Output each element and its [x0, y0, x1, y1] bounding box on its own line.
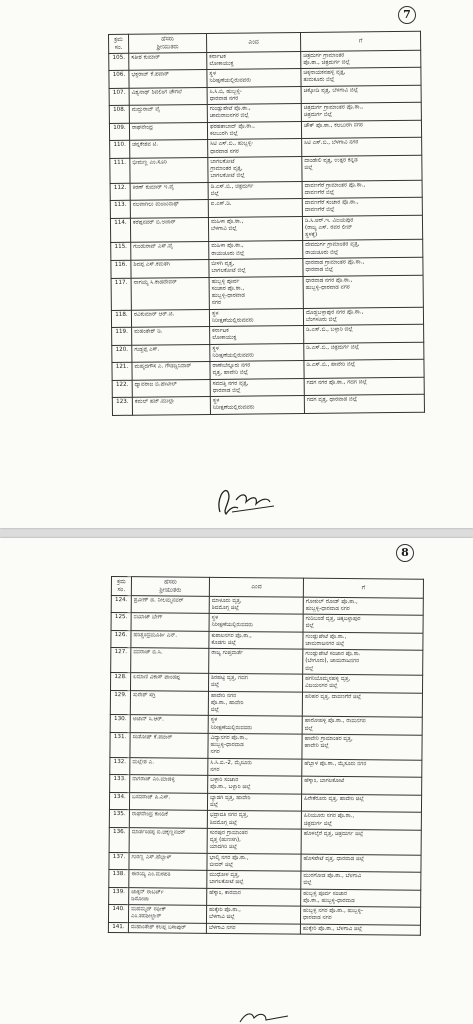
cell-name: ಮಹ್ಮದಗೌಸ ಎ. ಗೌಡದ್ದಿನಿವಾರ್	[132, 362, 210, 380]
cell-to: ದೊಡ್ಡಬಳ್ಳಾಪುರ ನಗರ ಪೊ.ಠಾ., ಬೆಂಗಳೂರು ಜಿಲ್ಲೆ	[303, 307, 423, 326]
cell-name: ಮಲ್ಲೇಶ ಎ.	[130, 757, 208, 775]
cell-to: ಹೆಬ್ಬಾಳ ಪೊ.ಠಾ., ಮೈಸೂರು ನಗರ	[302, 759, 422, 778]
cell-to: ಚಿಕ್ಕನಾಯಕನಹಳ್ಳಿ ವೃತ್ತ, ತುಮಕೂರು ಜಿಲ್ಲೆ	[301, 67, 421, 86]
cell-from: ಬೆಳಗಾವಿ ನಗರ	[206, 923, 300, 934]
header-name: ಹೆಸರು ಶ್ರೀಯುತರು	[129, 33, 207, 52]
cell-serial: 114.	[110, 218, 130, 243]
cell-name: ಮಹಾಂತೇಶ್ ಕಲಪ್ಪ ಬಸಾಪುರ್	[128, 922, 206, 933]
cell-name: ರಾಘವೇಂದ್ರ	[129, 122, 207, 140]
cell-from: ಕರ್ನಾಟಕ ಲೋಕಾಯುಕ್ತ	[207, 51, 301, 70]
cell-serial: 120.	[112, 345, 132, 363]
cell-to: ಡಿ.ಸಿ.ಆರ್.ಇ. ವಿಜಯಪುರ (ರಾಜ್ಯ ಎಸ್. ರವರ ಲೀವ್ ಸ್ಥಳಕ್ಕೆ)	[302, 215, 422, 241]
cell-name: ಭೀಮಣ್ಣ ಎಂ.ಸೂರಿ	[130, 157, 208, 183]
cell-to: ಧಾರವಾಡ ಗ್ರಾಮಾಂತರ ಪೊ.ಠಾ., ಧಾರವಾಡ ಜಿಲ್ಲೆ	[303, 257, 423, 276]
header-from: ಎಂದ	[209, 577, 303, 596]
cell-to: ಚಿತ್ರದುರ್ಗ ಗ್ರಾಮಾಂತರ ಪೊ.ಠಾ., ಚಿತ್ರದುರ್ಗ ಜಿಲ್ಲೆ	[301, 50, 421, 69]
cell-serial: 134.	[109, 792, 129, 810]
cell-serial: 126.	[111, 630, 131, 648]
cell-serial: 137.	[109, 852, 129, 870]
cell-from: ಬಾಗಲಕೋಟೆ ಗ್ರಾಮಾಂತರ ವೃತ್ತ, ಬಾಗಲಕೋಟೆ ಜಿಲ್ಲೆ	[208, 156, 302, 182]
cell-name: ಸುರೇಶ್ ಸಗ್ರಿ	[130, 690, 208, 715]
cell-serial: 130.	[110, 715, 130, 733]
cell-name: ಕಮಲ್ ಹಜ್.ಮುಲ್ಲಾ	[132, 397, 210, 415]
cell-from: ಸ್ಥಳ ನಿರೀಕ್ಷಣೆಯಲ್ಲಿರುವವರು	[208, 716, 302, 734]
cell-to: ಸಿಟಿ ಎಸ್.ಬಿ., ಬೆಳಗಾವಿ ನಗರ	[302, 137, 422, 156]
cell-name: ನಾಗಯ್ಯ ಸಿ.ಕಾಡದೇವರ್	[131, 277, 209, 310]
cell-serial: 129.	[110, 690, 130, 715]
cell-serial: 141.	[108, 922, 128, 932]
cell-to: ಡಿ.ಎಸ್.ಬಿ., ಚಿತ್ರದುರ್ಗ ಜಿಲ್ಲೆ	[304, 342, 424, 361]
cell-from: ಬೀಳಗಿ ವೃತ್ತ, ಬಾಗಲಕೋಟೆ ಜಿಲ್ಲೆ	[209, 258, 303, 277]
cell-name: ವಿಶ್ವನಾಥ್ ಶಿವಲಿಂಗ ಚೌಗಲೆ	[129, 87, 207, 105]
cell-from: ಸ್ಥಳ ನಿರೀಕ್ಷಣೆಯಲ್ಲಿರುವವರು	[209, 308, 303, 327]
cell-to: ಡಿ.ಎಸ್.ಬಿ., ಹಾವೇರಿ ಜಿಲ್ಲೆ	[304, 359, 424, 378]
cell-to: ಗುಂಡ್ಲುಪೇಟೆ ಪೊ.ಠಾ., ಚಾಮರಾಜನಗರ ಜಿಲ್ಲೆ	[303, 632, 423, 651]
cell-serial: 113.	[110, 200, 130, 218]
cell-serial: 118.	[111, 310, 131, 328]
cell-to: ಚೌಕ್ ಪೊ.ಠಾ., ಕಲಬುರಗಿ ನಗರ	[301, 120, 421, 139]
cell-serial: 107.	[109, 88, 129, 106]
cell-from: ಸುರಪುರ ಗ್ರಾಮಾಂತರ ವೃತ್ತ (ಹುಣಸಗಿ), ಯಾದಗಿರಿ ಜಿಲ್ಲೆ	[207, 828, 301, 854]
cell-name: ಬಸವರಾಜ್ ಪಿ.ಎಸ್.	[129, 792, 207, 810]
cell-name: ಸಂತೋಷ್ ಕೆ.ಪವಾರ್	[130, 733, 208, 758]
cell-name: ಹರಿಶ್ಚಂದ್ರಮೂರ್ತಿ ಎನ್.	[131, 630, 209, 648]
cell-serial: 125.	[111, 613, 131, 631]
cell-from: ಹುಕ್ಕೇರಿ ಪೊ.ಠಾ., ಬೆಳಗಾವಿ ಜಿಲ್ಲೆ	[206, 906, 300, 924]
cell-from: ಬ್ಯಾಡಗಿ ವೃತ್ತ, ಹಾವೇರಿ ಜಿಲ್ಲೆ	[207, 793, 301, 811]
cell-name: ಈರಯ್ಯ ಎಂ.ಮಠಪತಿ	[129, 870, 207, 888]
cell-to: ಗದಗ ವೃತ್ತ, ಧಾರವಾಡ ಜಿಲ್ಲೆ	[304, 394, 424, 413]
table-row	[111, 648, 423, 676]
cell-to: ಹಾವೇರಿ ಗ್ರಾಮಾಂತರ ವೃತ್ತ, ಹಾವೇರಿ ಜಿಲ್ಲೆ	[302, 734, 422, 760]
cell-serial: 121.	[112, 362, 132, 380]
cell-to: ಹರಿಹರ ವೃತ್ತ, ದಾವಣಗೆರೆ ಜಿಲ್ಲೆ	[302, 692, 422, 718]
cell-serial: 109.	[109, 123, 129, 141]
cell-from: ಡಿ.ಎಸ್.ಬಿ., ಚಿತ್ರದುರ್ಗ ಜಿಲ್ಲೆ	[208, 181, 302, 200]
cell-from: ಹಾವೇರಿ ನಗರ ಪೊ.ಠಾ., ಹಾವೇರಿ ಜಿಲ್ಲೆ	[208, 691, 302, 717]
cell-from: ಕರ್ನಾಟಕ ಲೋಕಾಯುಕ್ತ	[210, 326, 304, 345]
table-row	[110, 215, 422, 243]
cell-from: ಫರಹತಾಬಾದ್ ಪೊ.ಠಾ., ಕಲಬುರಗಿ ಜಿಲ್ಲೆ	[207, 121, 301, 140]
cell-serial: 111.	[110, 158, 130, 183]
cell-serial: 131.	[110, 732, 130, 757]
cell-from: ವಿದ್ಯಾನಗರ ಪೊ.ಠಾ., ಹುಬ್ಬಳ್ಳಿ-ಧಾರವಾಡ ನಗರ	[208, 733, 302, 759]
cell-to: ದಾವಣಗೆರೆ ಸಂಚಾರ ಪೊ.ಠಾ., ದಾವಣಗೆರೆ ಜಿಲ್ಲೆ	[302, 197, 422, 216]
cell-to: ಧಾರವಾಡ ನಗರ ಪೊ.ಠಾ., ಹುಬ್ಬಳ್ಳಿ-ಧಾರವಾಡ ನಗರ	[303, 275, 423, 308]
cell-from: ಮಹಿಳಾ ಪೊ.ಠಾ., ರಾಯಚೂರು ಜಿಲ್ಲೆ	[209, 241, 303, 260]
cell-to: ಹಿರಿಯೂರು ನಗರ ಪೊ.ಠಾ., ಚಿತ್ರದುರ್ಗ ಜಿಲ್ಲೆ	[301, 811, 421, 830]
cell-to: ಮುರಗೋಡ ಪೊ.ಠಾ., ಬೆಳಗಾವಿ ಜಿಲ್ಲೆ	[301, 871, 421, 890]
cell-from: ಸಿ.ಸಿ.ಬಿ, ಹುಬ್ಬಳ್ಳಿ- ಧಾರವಾಡ ನಗರ	[207, 86, 301, 105]
cell-name: ನಲವಾಗಿಲು ಮಂಜುನಾಥ್	[130, 200, 208, 218]
document-page-2	[0, 538, 473, 1024]
cell-from: ಸವದತ್ತಿ ನಗರ ವೃತ್ತ, ಧಾರವಾಡ ಜಿಲ್ಲೆ	[210, 378, 304, 397]
cell-name: ನಾಗರಾಜ್ ಎಂ.ಮಾಡಳ್ಳಿ	[130, 775, 208, 793]
table-row	[112, 394, 424, 415]
cell-to: ಹಗರಿಬೊಮ್ಮನಹಳ್ಳಿ ವೃತ್ತ, ವಿಜಯನಗರ ಜಿಲ್ಲೆ	[302, 674, 422, 693]
cell-name: ಮದ್ದುರಾಜ್ ವೈ	[129, 105, 207, 123]
header-to: ಗೆ	[300, 31, 420, 51]
cell-name: ಗುಂಡುರಾವ್ ಎಸ್.ವೈ	[131, 242, 209, 260]
table-row	[108, 922, 420, 935]
table-row	[110, 690, 422, 718]
cell-from: ಮುಧೋಳ ವೃತ್ತ, ಬಾಗಲಕೋಟೆ ಜಿಲ್ಲೆ	[207, 870, 301, 888]
table-body	[109, 50, 425, 415]
cell-name: ಚನ್ನಕೇಶವ ಟಿ.	[130, 140, 208, 158]
cell-from: ಮಾಳೂರು ವೃತ್ತ, ಶಿವಮೊಗ್ಗ ಜಿಲ್ಲೆ	[209, 596, 303, 614]
cell-name: ಕಿರಣ್ ಕುಮಾರ್ ಇ.ವೈ	[130, 182, 208, 200]
cell-serial: 108.	[109, 105, 129, 123]
cell-serial: 106.	[109, 70, 129, 88]
cell-name: ರಾಘವೇಂದ್ರ ಕಾಂಡಿಕೆ	[129, 810, 207, 828]
cell-from: ಸಿಟಿ ಎಸ್.ಬಿ., ಹುಬ್ಬಳ್ಳಿ- ಧಾರವಾಡ ನಗರ	[208, 139, 302, 158]
cell-from: ಬಳ್ಳಾರಿ ಸಂಚಾರ ಪೊ.ಠಾ., ಬಳ್ಳಾರಿ ಜಿಲ್ಲೆ	[208, 776, 302, 794]
cell-to: ಚಿತ್ರದುರ್ಗ ಗ್ರಾಮಾಂತರ ಪೊ.ಠಾ., ಚಿತ್ರದುರ್ಗ ಜಿಲ್ಲೆ	[301, 102, 421, 121]
cell-to: ಗದಗ ನಗರ ಪೊ.ಠಾ., ಗದಗ ಜಿಲ್ಲೆ	[304, 377, 424, 396]
cell-name: ಗುರಣ್ಣ ಎಸ್.ಹೆಬ್ಬಾಳ್	[129, 852, 207, 870]
cell-name: ವನರಾಜ್ ಬಿ.ಸಿ.	[131, 648, 209, 673]
cell-serial: 123.	[112, 397, 132, 415]
cell-serial: 135.	[109, 810, 129, 828]
cell-serial: 136.	[109, 827, 129, 852]
header-serial: ಕ್ರಮ ಸಂ.	[111, 577, 131, 596]
cell-from: ಕುಶಾಲನಗರ ಪೊ.ಠಾ., ಕೊಡಗು ಜಿಲ್ಲೆ	[209, 631, 303, 649]
cell-name: ಶಿವಪ್ಪ ಎಸ್.ಕಮತಗಿ	[131, 259, 209, 277]
cell-from: ಶಿರಹಟ್ಟಿ ವೃತ್ತ, ಗದಗ ಜಿಲ್ಲೆ	[209, 673, 303, 691]
cell-name: ಭಕ್ತರಾಜ್ ಕೆ.ಪವಾರ್	[129, 70, 207, 88]
cell-name: ನಯಾಜ್ ಬೇಗ್	[131, 613, 209, 631]
cell-from: ಹುಬ್ಬಳ್ಳಿ ಪೂರ್ವ ಸಂಚಾರ ಪೊ.ಠಾ., ಹುಬ್ಬಳ್ಳಿ-ಧಾರವಾಡ ನಗರ	[209, 276, 303, 309]
cell-serial: 140.	[108, 905, 128, 923]
cell-serial: 124.	[111, 595, 131, 613]
cell-from: ಸ್ಥಳ ನಿರೀಕ್ಷಣೆಯಲ್ಲಿರುವವರು	[209, 613, 303, 631]
cell-to: ಗುಂಡ್ಲುಪೇಟೆ ಸಂಚಾರ ಪೊ.ಠಾ. (ಬೇಗೂರು), ಚಾಮರಾಜನಗರ ಜಿಲ್ಲೆ	[303, 649, 423, 675]
cell-serial: 119.	[112, 327, 132, 345]
cell-serial: 105.	[109, 53, 129, 71]
table-row	[109, 827, 421, 855]
header-to: ಗೆ	[303, 578, 423, 598]
cell-name: ಮಹಮ್ಮದ್ ರಫೀಕ್ ಎಂ.ತಹಶೀಲ್ದಾರ್	[128, 905, 206, 923]
cell-from: ಗುಂಡ್ಲುಪೇಟೆ ಪೊ.ಠಾ., ಚಾಮರಾಜನಗರ ಜಿಲ್ಲೆ	[207, 104, 301, 123]
cell-name: ಕರೆಪ್ಪನವರ್ ಬಿ.ಅಜಾರ್	[130, 217, 208, 243]
cell-from: ಸಿ.ಸಿ.ಬಿ.-2, ಮೈಸೂರು ನಗರ	[208, 758, 302, 776]
cell-to: ದಾವಣಗೆರೆ ಗ್ರಾಮಾಂತರ ಪೊ.ಠಾ., ದಾವಣಗೆರೆ ಜಿಲ್ಲೆ	[302, 180, 422, 199]
header-name: ಹೆಸರು ಶ್ರೀಯುತರು	[131, 577, 209, 596]
cell-to: ಹುಬ್ಬಳ್ಳಿ ನಗರ ಪೊ.ಠಾ., ಹುಬ್ಬಳ್ಳಿ- ಧಾರವಾಡ ನಗರ	[300, 906, 420, 925]
cell-serial: 139.	[109, 887, 129, 905]
cell-to: ಗೋಕುಲ್ ರೋಡ್ ಪೊ.ಠಾ., ಹುಬ್ಬಳ್ಳಿ-ಧಾರವಾಡ ನಗರ	[303, 597, 423, 616]
cell-to: ಹೆಸ್ಕಾಂ, ಬಾಗಲಕೋಟೆ	[302, 776, 422, 795]
table-row	[110, 732, 422, 760]
cell-from: ಹೆಸ್ಕಾಂ, ಕಾರವಾರ	[207, 888, 301, 906]
cell-from: ಭಾಲ್ಕಿ ನಗರ ಪೊ.ಠಾ., ಬೀದರ್ ಜಿಲ್ಲೆ	[207, 853, 301, 871]
cell-to: ಚಿಕ್ಕೋಡಿ ವೃತ್ತ, ಬೆಳಗಾವಿ ಜಿಲ್ಲೆ	[301, 85, 421, 104]
cell-serial: 117.	[111, 278, 131, 310]
cell-to: ಹುಕ್ಕೇರಿ ಪೊ.ಠಾ., ಬೆಳಗಾವಿ ಜಿಲ್ಲೆ	[300, 924, 420, 935]
cell-to: ಹುಬ್ಬಳ್ಳಿ ಪೂರ್ವ ಸಂಚಾರ ಪೊ.ಠಾ., ಹುಬ್ಬಳ್ಳಿ-ಧಾರವಾಡ	[301, 889, 421, 908]
cell-serial: 112.	[110, 183, 130, 201]
cell-from: ಮಹಿಳಾ ಪೊ.ಠಾ., ಬೆಳಗಾವಿ ಜಿಲ್ಲೆ	[208, 216, 302, 242]
cell-name: ದ್ಯಾವರಾಜ ಬಿ.ಪಾಟೀಲ್	[132, 379, 210, 397]
header-serial: ಕ್ರಮ ಸಂ.	[109, 34, 129, 53]
cell-to: ದಾಂಡೇಲಿ ವೃತ್ತ, ಉತ್ತರ ಕನ್ನಡ ಜಿಲ್ಲೆ	[302, 155, 422, 181]
table-body	[108, 595, 423, 935]
table-row	[110, 155, 422, 183]
cell-name: ಪ್ರವೀಣ್ ಜಿ. ನೀಲಮ್ಮನವರ್	[131, 595, 209, 613]
cell-to: ಹಿರೇಕೆರೂರು ವೃತ್ತ, ಹಾವೇರಿ ಜಿಲ್ಲೆ	[301, 794, 421, 813]
cell-to: ಡಿ.ಎಸ್.ಬಿ., ಬಳ್ಳಾರಿ ಜಿಲ್ಲೆ	[304, 324, 424, 343]
cell-from: ಸ್ಥಳ ನಿರೀಕ್ಷಣೆಯಲ್ಲಿರುವವರು	[210, 396, 304, 415]
cell-name: ಲಮಾಣಿ ವಿಕಾಸ್ ಪಾಂಡಪ್ಪ	[131, 673, 209, 691]
cell-to: ಗುಡಿಬಂಡೆ ವೃತ್ತ, ಚಿಕ್ಕಬಳ್ಳಾಪುರ ಜಿಲ್ಲೆ	[303, 614, 423, 633]
transfer-table	[108, 31, 425, 416]
cell-from: ರಾಜ್ಯ ಗುಪ್ತವಾರ್ತೆ	[209, 649, 303, 675]
cell-name: ಸತೀಶ ಕುಮಾರ್	[129, 52, 207, 70]
cell-from: ರಾಣೇಬೆನ್ನೂರು ನಗರ ವೃತ್ತ, ಹಾವೇರಿ ಜಿಲ್ಲೆ	[210, 361, 304, 380]
cell-from: ಐ.ಎಸ್.ಡಿ.	[208, 199, 302, 218]
cell-name: ಮಹಂತೇಶ್ ಡಿ.	[132, 327, 210, 345]
cell-name: ಜಾಕ್ಸನ್ ರಾಬರ್ಟ್ ಡಿಸೋಜಾ	[129, 887, 207, 905]
cell-serial: 122.	[112, 380, 132, 398]
cell-name: ಅಜಾನ್ ಸಿ.ಆರ್.	[130, 715, 208, 733]
cell-name: ಮಾರ್ತಂಡಪ್ಪ ಬಿ.ಚಿಕ್ಕಣ್ಣನವರ್	[129, 827, 207, 852]
cell-from: ಸ್ಥಳ ನಿರೀಕ್ಷಣೆಯಲ್ಲಿರುವವರು	[207, 69, 301, 88]
transfer-table	[108, 576, 424, 936]
cell-serial: 128.	[111, 672, 131, 690]
table-row	[111, 275, 423, 310]
cell-from: ಸ್ಥಳ ನಿರೀಕ್ಷಣೆಯಲ್ಲಿರುವವರು	[210, 343, 304, 362]
cell-to: ಹೊಳಲ್ಕೆರೆ ವೃತ್ತ, ಚಿತ್ರದುರ್ಗ ಜಿಲ್ಲೆ	[301, 829, 421, 855]
cell-name: ಗುಡ್ಡಪ್ಪ ಎಸ್.	[132, 344, 210, 362]
header-from: ಎಂದ	[206, 32, 300, 52]
page-number: 8	[396, 544, 414, 562]
cell-serial: 132.	[110, 757, 130, 775]
cell-from: ಭದ್ರಾವತಿ ನಗರ ವೃತ್ತ, ಶಿವಮೊಗ್ಗ ಜಿಲ್ಲೆ	[207, 811, 301, 829]
cell-serial: 127.	[111, 648, 131, 673]
cell-serial: 115.	[111, 243, 131, 261]
page-number: 7	[398, 6, 416, 24]
cell-serial: 138.	[109, 870, 129, 888]
signature-fragment	[236, 1010, 296, 1024]
cell-serial: 110.	[110, 141, 130, 159]
cell-to: ದೇವದುರ್ಗ ಗ್ರಾಮಾಂತರ ವೃತ್ತ, ರಾಯಚೂರು ಜಿಲ್ಲೆ	[303, 240, 423, 259]
cell-serial: 116.	[111, 260, 131, 278]
cell-name: ರವಿಕುಮಾರ್ ಆರ್.ಜಿ.	[131, 309, 209, 327]
cell-to: ಹಾರೋಹಳ್ಳಿ ಪೊ.ಠಾ., ರಾಮನಗರ ಜಿಲ್ಲೆ	[302, 716, 422, 735]
signature	[212, 482, 282, 518]
cell-to: ಹೊಸಪೇಟೆ ವೃತ್ತ, ಧಾರವಾಡ ಜಿಲ್ಲೆ	[301, 854, 421, 873]
cell-serial: 133.	[110, 775, 130, 793]
